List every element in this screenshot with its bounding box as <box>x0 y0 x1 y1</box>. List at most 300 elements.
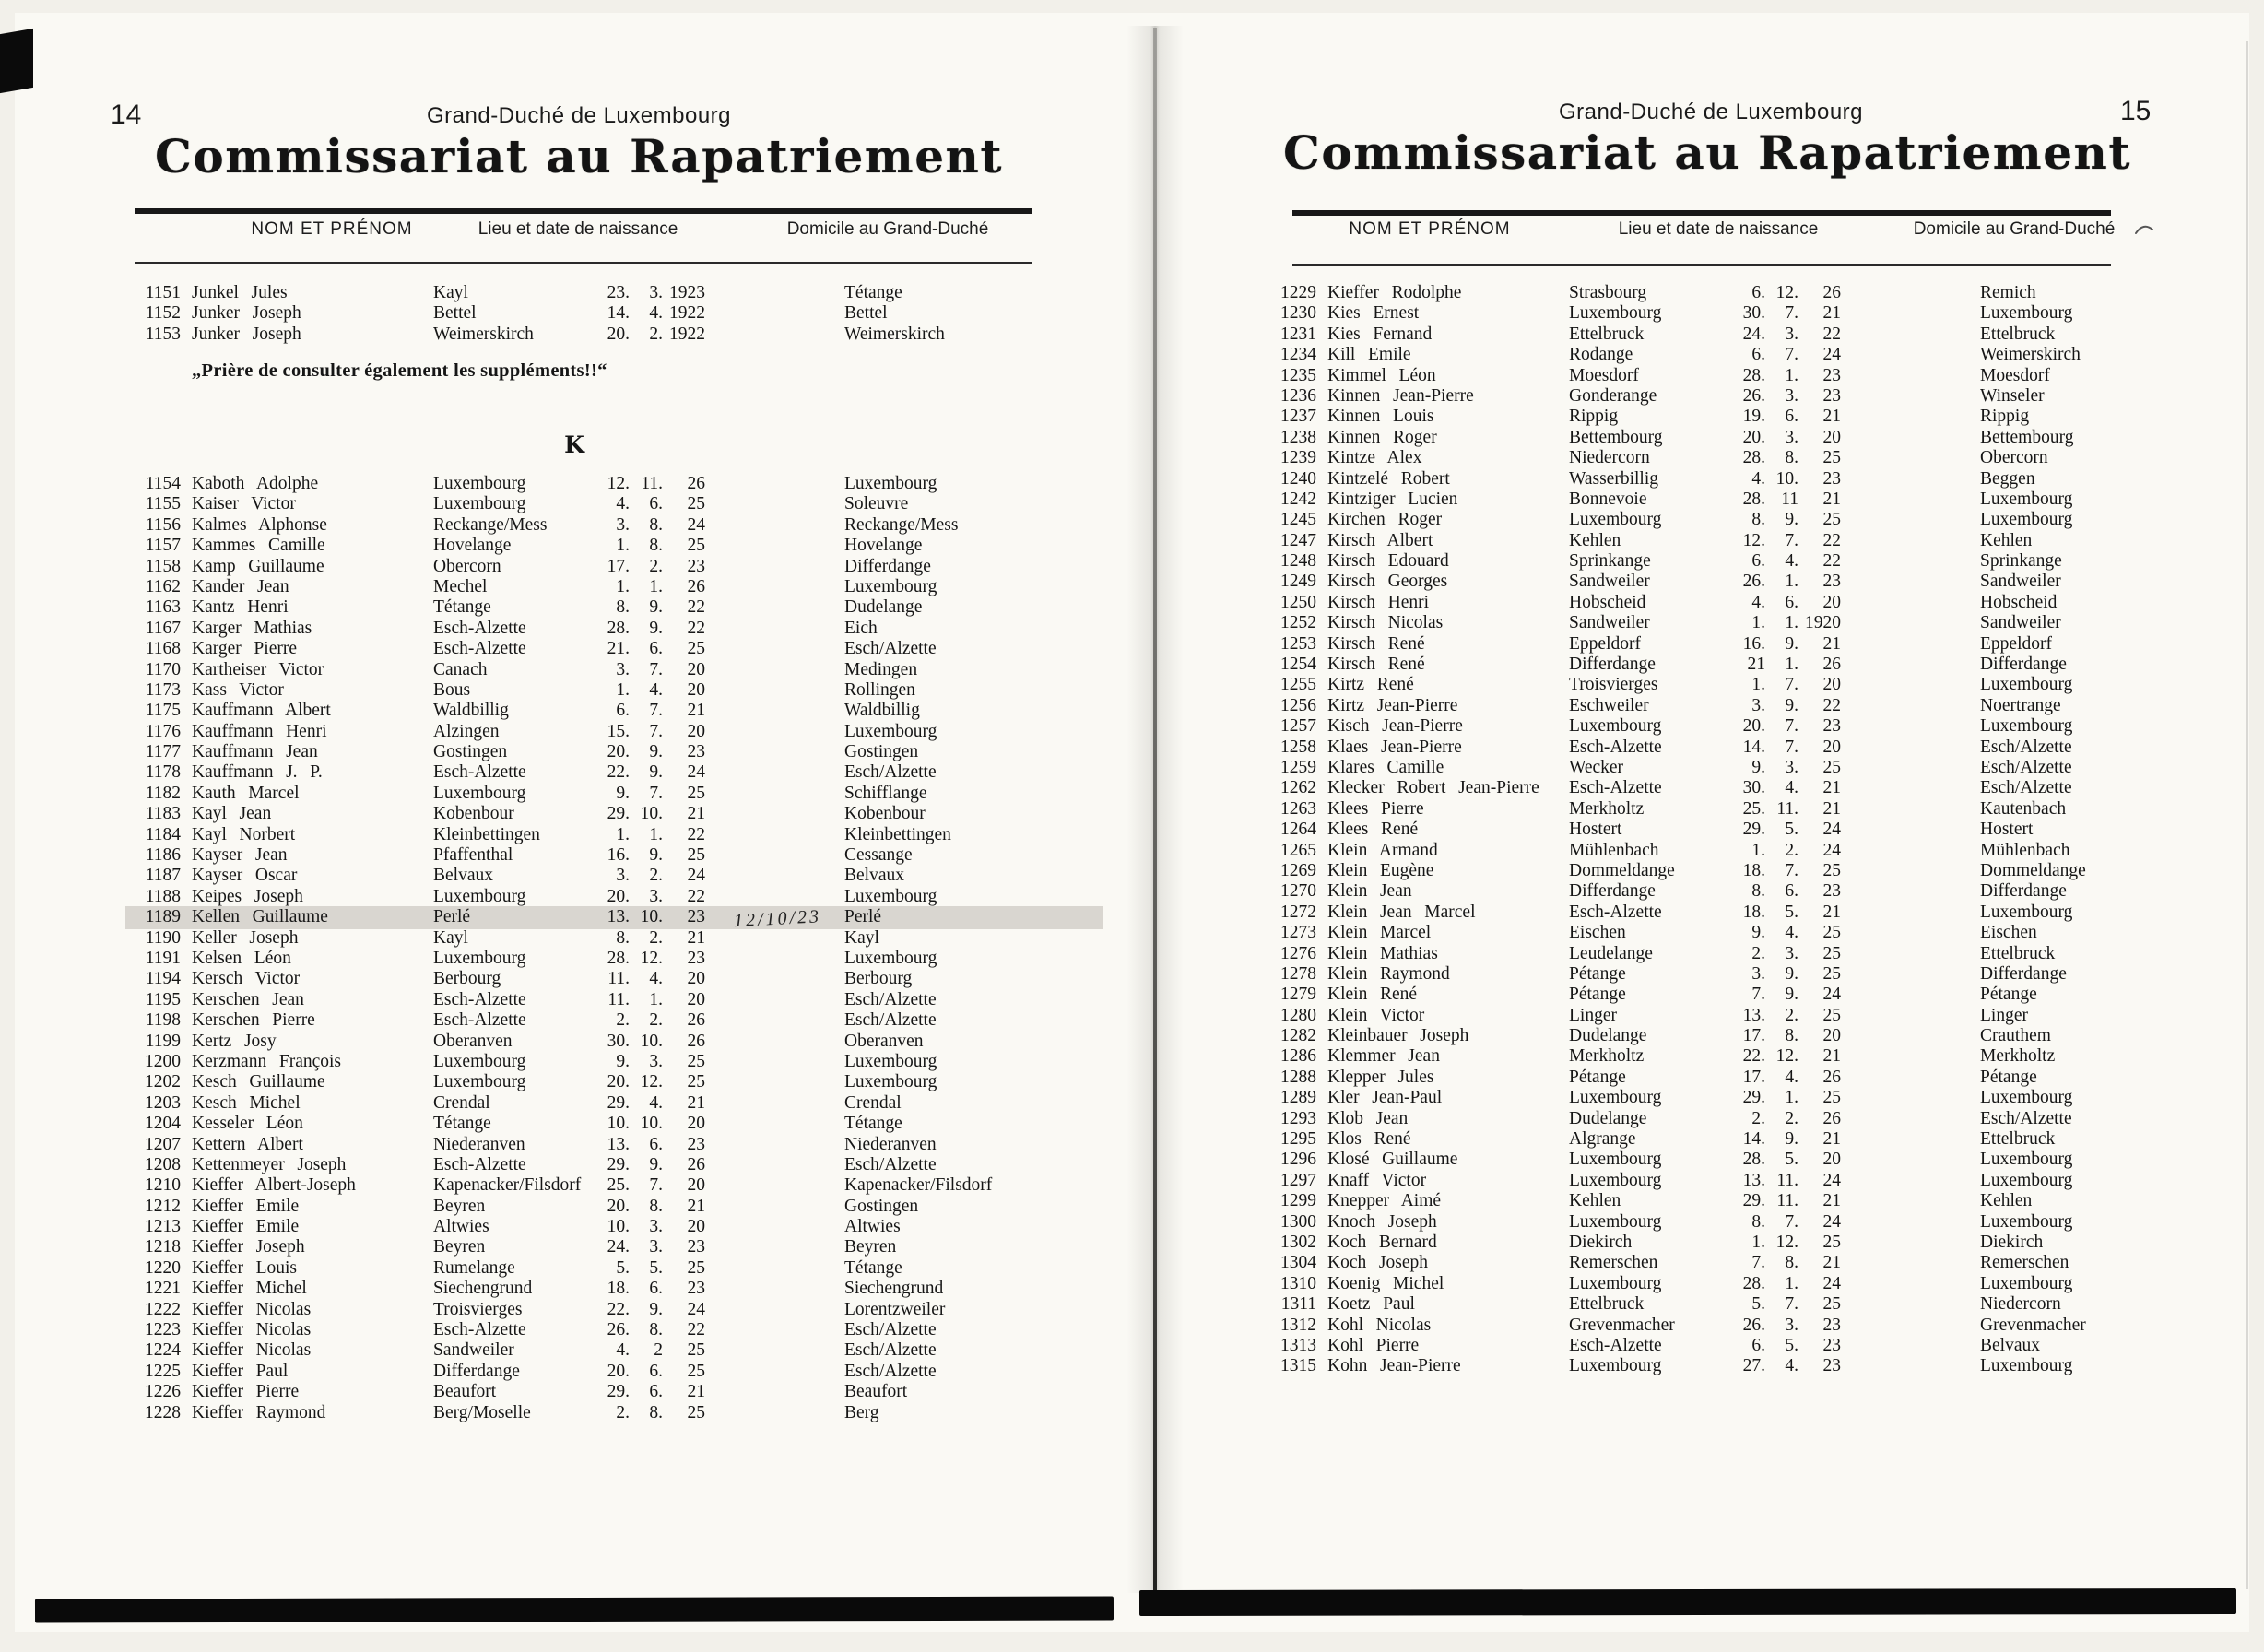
row-birthplace: Berbourg <box>433 969 501 989</box>
row-domicile: Eppeldorf <box>1980 633 2052 654</box>
row-number: 1254 <box>1280 655 1316 675</box>
row-birthdate: 29. 11. 21 <box>1742 1191 1841 1211</box>
row-name: Klein Jean Marcel <box>1327 902 1476 922</box>
row-birthdate: 1. 1. 22 <box>616 824 705 844</box>
row-birthdate: 3. 9. 22 <box>1751 695 1841 715</box>
row-birthdate: 6. 4. 22 <box>1751 551 1841 572</box>
row-birthdate: 5. 7. 25 <box>1751 1294 1841 1315</box>
left-header-rule-bottom <box>135 262 1032 264</box>
row-birthdate: 22. 9. 24 <box>607 762 705 783</box>
row-name: Kies Ernest <box>1327 303 1420 324</box>
table-row <box>1261 903 2220 923</box>
left-column-header-domicile: Domicile au Grand-Duché <box>786 219 989 239</box>
row-name: Kieffer Albert-Joseph <box>192 1175 356 1196</box>
row-birthplace: Alzingen <box>433 721 500 741</box>
row-domicile: Tétange <box>844 1257 902 1278</box>
row-birthplace: Oberanven <box>433 1031 513 1051</box>
row-name: Kauth Marcel <box>192 783 300 803</box>
table-row <box>1261 881 2220 902</box>
row-birthdate: 3. 2. 24 <box>616 866 705 886</box>
row-domicile: Rippig <box>1980 407 2030 427</box>
row-domicile: Bettel <box>844 303 888 324</box>
row-birthdate: 8. 9. 25 <box>1751 510 1841 530</box>
row-domicile: Luxembourg <box>1980 902 2073 922</box>
row-number: 1280 <box>1280 1005 1316 1025</box>
row-birthplace: Luxembourg <box>433 474 526 493</box>
row-name: Klepper Jules <box>1327 1067 1434 1087</box>
row-domicile: Ettelbruck <box>1980 943 2056 963</box>
table-row <box>125 1010 1103 1031</box>
row-birthdate: 21. 6. 25 <box>607 639 705 659</box>
row-number: 1257 <box>1280 716 1316 737</box>
row-birthdate: 6. 5. 23 <box>1751 1335 1841 1355</box>
table-row <box>125 1258 1103 1279</box>
row-number: 1256 <box>1280 695 1316 715</box>
row-birthdate: 1. 12. 25 <box>1751 1232 1841 1252</box>
row-domicile: Esch/Alzette <box>844 639 937 659</box>
row-birthdate: 25. 7. 20 <box>607 1175 705 1196</box>
table-row <box>125 887 1103 907</box>
row-domicile: Differdange <box>1980 963 2067 984</box>
table-row <box>125 1217 1103 1237</box>
row-name: Kieffer Nicolas <box>192 1299 312 1319</box>
left-table-k-rows <box>125 474 1103 1423</box>
row-number: 1230 <box>1280 303 1316 324</box>
row-name: Koetz Paul <box>1327 1294 1415 1315</box>
row-domicile: Luxembourg <box>1980 1356 2073 1376</box>
row-birthplace: Pétange <box>1569 985 1626 1005</box>
table-row <box>125 1382 1103 1402</box>
table-row <box>1261 758 2220 778</box>
row-number: 1248 <box>1280 551 1316 572</box>
row-number: 1210 <box>145 1175 181 1196</box>
table-row <box>1261 1129 2220 1150</box>
table-row <box>125 303 1103 324</box>
row-name: Kirsch Georges <box>1327 572 1448 592</box>
row-number: 1311 <box>1280 1294 1316 1315</box>
row-birthplace: Pfaffenthal <box>433 845 513 866</box>
row-name: Kayser Jean <box>192 845 288 866</box>
row-birthplace: Bettel <box>433 303 477 324</box>
row-birthdate: 20. 2. 1922 <box>607 324 705 344</box>
row-name: Kohl Pierre <box>1327 1335 1420 1355</box>
row-name: Junker Joseph <box>192 324 301 344</box>
row-name: Kalmes Alphonse <box>192 514 327 535</box>
row-birthplace: Linger <box>1569 1005 1617 1025</box>
row-birthdate: 16. 9. 25 <box>607 845 705 866</box>
row-name: Kesseler Léon <box>192 1114 303 1134</box>
row-domicile: Kapenacker/Filsdorf <box>844 1175 993 1196</box>
row-birthplace: Remerschen <box>1569 1253 1658 1273</box>
row-name: Kertz Josy <box>192 1031 277 1051</box>
table-row <box>1261 613 2220 633</box>
row-domicile: Moesdorf <box>1980 365 2050 385</box>
row-number: 1200 <box>145 1051 181 1071</box>
row-number: 1198 <box>145 1010 181 1031</box>
row-number: 1313 <box>1280 1335 1316 1355</box>
row-birthdate: 20. 3. 20 <box>1742 427 1841 447</box>
row-birthplace: Algrange <box>1569 1129 1636 1150</box>
row-birthplace: Reckange/Mess <box>433 514 548 535</box>
row-domicile: Sprinkange <box>1980 551 2062 572</box>
row-name: Klein René <box>1327 985 1418 1005</box>
row-birthdate: 8. 7. 24 <box>1751 1211 1841 1232</box>
row-name: Kirsch Nicolas <box>1327 613 1444 633</box>
row-birthplace: Esch-Alzette <box>1569 1335 1662 1355</box>
row-number: 1212 <box>145 1196 181 1216</box>
table-row <box>125 1237 1103 1257</box>
table-row <box>125 1340 1103 1361</box>
row-domicile: Pétange <box>1980 1067 2037 1087</box>
row-number: 1152 <box>145 303 181 324</box>
row-birthplace: Moesdorf <box>1569 365 1639 385</box>
row-birthdate: 20. 6. 25 <box>607 1361 705 1381</box>
left-column-header-name: NOM ET PRÉNOM <box>251 219 413 239</box>
row-birthplace: Sandweiler <box>433 1340 514 1361</box>
table-row <box>1261 1356 2220 1376</box>
row-birthplace: Eppeldorf <box>1569 633 1641 654</box>
table-row <box>1261 303 2220 324</box>
table-row <box>1261 923 2220 943</box>
row-number: 1249 <box>1280 572 1316 592</box>
row-number: 1158 <box>145 556 181 576</box>
row-name: Klecker Robert Jean-Pierre <box>1327 778 1539 798</box>
row-birthdate: 17. 8. 20 <box>1742 1026 1841 1046</box>
row-domicile: Berg <box>844 1402 879 1422</box>
row-number: 1178 <box>145 762 181 783</box>
row-name: Knepper Aimé <box>1327 1191 1442 1211</box>
left-page-number: 14 <box>111 100 142 130</box>
supplements-notice: „Prière de consulter également les suppléments!!“ <box>192 360 607 381</box>
row-birthplace: Kayl <box>433 283 468 302</box>
row-domicile: Crendal <box>844 1092 902 1113</box>
row-name: Kieffer Rodolphe <box>1327 283 1462 302</box>
table-row <box>125 1362 1103 1382</box>
table-row <box>125 597 1103 618</box>
row-birthdate: 28. 5. 20 <box>1742 1150 1841 1170</box>
row-birthplace: Esch-Alzette <box>1569 778 1662 798</box>
right-column-header-domicile: Domicile au Grand-Duché <box>1913 219 2116 239</box>
row-name: Kirsch Albert <box>1327 530 1433 550</box>
row-number: 1167 <box>145 618 181 638</box>
handwritten-annotation: 12/10/23 <box>733 906 822 932</box>
row-birthplace: Leudelange <box>1569 943 1653 963</box>
row-domicile: Perlé <box>844 907 882 927</box>
row-name: Junkel Jules <box>192 283 288 302</box>
row-domicile: Esch/Alzette <box>844 762 937 783</box>
row-number: 1155 <box>145 494 181 514</box>
row-birthplace: Luxembourg <box>1569 1170 1662 1190</box>
row-name: Kieffer Emile <box>192 1217 300 1237</box>
table-row <box>1261 324 2220 345</box>
row-number: 1156 <box>145 514 181 535</box>
row-name: Kerschen Pierre <box>192 1010 315 1031</box>
row-birthdate: 29. 6. 21 <box>607 1382 705 1402</box>
row-birthdate: 2. 2. 26 <box>616 1010 705 1031</box>
row-name: Kill Emile <box>1327 345 1411 365</box>
row-birthplace: Gonderange <box>1569 385 1657 406</box>
row-birthplace: Waldbillig <box>433 701 509 721</box>
table-row <box>1261 1336 2220 1356</box>
row-birthplace: Tétange <box>433 1114 491 1134</box>
row-name: Kieffer Louis <box>192 1257 298 1278</box>
row-birthdate: 3. 7. 20 <box>616 659 705 679</box>
row-birthplace: Luxembourg <box>1569 1356 1662 1376</box>
row-name: Kieffer Joseph <box>192 1237 305 1257</box>
row-domicile: Diekirch <box>1980 1232 2044 1252</box>
row-birthplace: Weimerskirch <box>433 324 534 344</box>
row-birthplace: Tétange <box>433 597 491 618</box>
row-number: 1237 <box>1280 407 1316 427</box>
row-name: Kauffmann Jean <box>192 742 318 762</box>
row-birthdate: 10. 3. 20 <box>607 1217 705 1237</box>
row-birthplace: Luxembourg <box>433 886 526 906</box>
table-row <box>125 577 1103 597</box>
row-number: 1153 <box>145 324 181 344</box>
row-number: 1239 <box>1280 448 1316 468</box>
row-name: Klares Camille <box>1327 757 1444 777</box>
row-domicile: Differdange <box>1980 881 2067 902</box>
row-name: Kelsen Léon <box>192 948 291 968</box>
row-name: Klein Mathias <box>1327 943 1438 963</box>
row-number: 1204 <box>145 1114 181 1134</box>
row-birthplace: Eschweiler <box>1569 695 1649 715</box>
row-domicile: Gostingen <box>844 742 919 762</box>
row-number: 1173 <box>145 679 181 700</box>
row-number: 1199 <box>145 1031 181 1051</box>
row-number: 1312 <box>1280 1315 1316 1335</box>
table-row <box>125 742 1103 762</box>
row-domicile: Kobenbour <box>844 804 926 824</box>
row-name: Kamp Guillaume <box>192 556 324 576</box>
row-birthplace: Merkholtz <box>1569 1046 1645 1067</box>
row-birthdate: 28. 8. 25 <box>1742 448 1841 468</box>
row-name: Klob Jean <box>1327 1108 1409 1128</box>
table-row <box>1261 820 2220 840</box>
row-number: 1225 <box>145 1361 181 1381</box>
right-page-number: 15 <box>2120 96 2152 126</box>
table-row <box>1261 1006 2220 1026</box>
row-birthplace: Esch-Alzette <box>433 1154 526 1174</box>
row-birthplace: Rumelange <box>433 1257 515 1278</box>
row-birthdate: 20. 7. 23 <box>1742 716 1841 737</box>
row-birthplace: Siechengrund <box>433 1279 533 1299</box>
row-name: Klein Raymond <box>1327 963 1450 984</box>
row-number: 1235 <box>1280 365 1316 385</box>
row-birthdate: 20. 9. 23 <box>607 742 705 762</box>
table-row <box>1261 1191 2220 1211</box>
row-birthdate: 20. 8. 21 <box>607 1196 705 1216</box>
row-domicile: Esch/Alzette <box>1980 757 2072 777</box>
row-birthdate: 24. 3. 22 <box>1742 324 1841 344</box>
row-birthdate: 20. 3. 22 <box>607 886 705 906</box>
row-birthdate: 23. 3. 1923 <box>607 283 705 302</box>
row-domicile: Merkholtz <box>1980 1046 2056 1067</box>
table-row <box>1261 531 2220 551</box>
row-number: 1226 <box>145 1382 181 1402</box>
row-birthplace: Esch-Alzette <box>433 1320 526 1340</box>
row-domicile: Weimerskirch <box>844 324 945 344</box>
row-birthdate: 17. 4. 26 <box>1742 1067 1841 1087</box>
row-birthdate: 30. 4. 21 <box>1742 778 1841 798</box>
row-birthplace: Obercorn <box>433 556 501 576</box>
table-row <box>1261 944 2220 964</box>
row-birthdate: 16. 9. 21 <box>1742 633 1841 654</box>
row-domicile: Reckange/Mess <box>844 514 959 535</box>
row-domicile: Luxembourg <box>1980 716 2073 737</box>
row-domicile: Eischen <box>1980 923 2037 943</box>
row-number: 1304 <box>1280 1253 1316 1273</box>
table-row <box>1261 1233 2220 1253</box>
row-birthplace: Kleinbettingen <box>433 824 540 844</box>
row-name: Kellen Guillaume <box>192 907 328 927</box>
row-birthdate: 4. 10. 23 <box>1751 468 1841 489</box>
row-name: Kauffmann Albert <box>192 701 331 721</box>
row-domicile: Kayl <box>844 927 879 948</box>
row-domicile: Ettelbruck <box>1980 1129 2056 1150</box>
table-row <box>1261 593 2220 613</box>
row-name: Kintziger Lucien <box>1327 489 1458 509</box>
row-domicile: Weimerskirch <box>1980 345 2081 365</box>
row-birthplace: Esch-Alzette <box>433 618 526 638</box>
row-name: Kesch Guillaume <box>192 1072 325 1092</box>
row-domicile: Luxembourg <box>844 474 937 493</box>
row-birthdate: 30. 7. 21 <box>1742 303 1841 324</box>
table-row <box>125 619 1103 639</box>
table-row <box>125 494 1103 514</box>
row-name: Kayser Oscar <box>192 866 298 886</box>
row-name: Klos René <box>1327 1129 1411 1150</box>
row-number: 1234 <box>1280 345 1316 365</box>
row-birthplace: Mühlenbach <box>1569 840 1659 860</box>
row-birthplace: Berg/Moselle <box>433 1402 531 1422</box>
row-birthplace: Troisvierges <box>433 1299 523 1319</box>
row-number: 1262 <box>1280 778 1316 798</box>
table-row <box>1261 1150 2220 1170</box>
row-number: 1250 <box>1280 592 1316 612</box>
table-row <box>1261 1026 2220 1046</box>
row-domicile: Esch/Alzette <box>1980 737 2072 757</box>
row-number: 1186 <box>145 845 181 866</box>
row-name: Kayl Norbert <box>192 824 296 844</box>
row-number: 1182 <box>145 783 181 803</box>
row-name: Kerschen Jean <box>192 989 304 1009</box>
row-domicile: Pétange <box>1980 985 2037 1005</box>
row-name: Koch Joseph <box>1327 1253 1428 1273</box>
row-birthplace: Dommeldange <box>1569 860 1675 880</box>
row-birthplace: Dudelange <box>1569 1026 1647 1046</box>
row-number: 1190 <box>145 927 181 948</box>
row-domicile: Luxembourg <box>1980 489 2073 509</box>
row-birthplace: Esch-Alzette <box>1569 737 1662 757</box>
row-number: 1183 <box>145 804 181 824</box>
row-domicile: Niederanven <box>844 1134 937 1154</box>
row-birthdate: 2. 2. 26 <box>1751 1108 1841 1128</box>
row-name: Kirsch René <box>1327 655 1425 675</box>
row-name: Kirtz Jean-Pierre <box>1327 695 1458 715</box>
row-number: 1296 <box>1280 1150 1316 1170</box>
row-birthdate: 29. 1. 25 <box>1742 1088 1841 1108</box>
row-birthdate: 5. 5. 25 <box>616 1257 705 1278</box>
row-name: Karger Pierre <box>192 639 297 659</box>
row-birthplace: Dudelange <box>1569 1108 1647 1128</box>
table-row <box>1261 345 2220 365</box>
table-row <box>1261 634 2220 655</box>
table-row <box>125 722 1103 742</box>
row-domicile: Mühlenbach <box>1980 840 2070 860</box>
row-domicile: Remerschen <box>1980 1253 2069 1273</box>
row-birthplace: Belvaux <box>433 866 493 886</box>
row-birthdate: 1. 1. 1920 <box>1751 613 1841 633</box>
table-row <box>125 1032 1103 1052</box>
row-birthdate: 13. 10. 23 <box>607 907 705 927</box>
row-birthplace: Bettembourg <box>1569 427 1663 447</box>
table-row <box>125 701 1103 721</box>
row-number: 1247 <box>1280 530 1316 550</box>
row-birthplace: Sandweiler <box>1569 613 1650 633</box>
row-birthdate: 7. 9. 24 <box>1751 985 1841 1005</box>
table-row <box>1261 1109 2220 1129</box>
row-birthplace: Beaufort <box>433 1382 497 1402</box>
table-row <box>125 949 1103 969</box>
row-domicile: Bettembourg <box>1980 427 2074 447</box>
row-domicile: Eich <box>844 618 878 638</box>
row-domicile: Beaufort <box>844 1382 908 1402</box>
row-birthdate: 22. 12. 21 <box>1742 1046 1841 1067</box>
row-name: Kisch Jean-Pierre <box>1327 716 1463 737</box>
row-name: Koch Bernard <box>1327 1232 1437 1252</box>
row-domicile: Crauthem <box>1980 1026 2051 1046</box>
row-domicile: Luxembourg <box>1980 1273 2073 1293</box>
table-row <box>1261 510 2220 530</box>
row-name: Junker Joseph <box>192 303 301 324</box>
row-name: Kirsch René <box>1327 633 1425 654</box>
scan-corner-mark <box>0 29 33 93</box>
row-birthplace: Esch-Alzette <box>433 989 526 1009</box>
left-header-rule-top <box>135 208 1032 214</box>
row-domicile: Oberanven <box>844 1031 924 1051</box>
table-row <box>125 928 1103 949</box>
row-number: 1293 <box>1280 1108 1316 1128</box>
row-birthplace: Luxembourg <box>433 494 526 514</box>
row-domicile: Altwies <box>844 1217 901 1237</box>
row-domicile: Obercorn <box>1980 448 2048 468</box>
row-birthplace: Sprinkange <box>1569 551 1651 572</box>
row-birthplace: Luxembourg <box>1569 303 1662 324</box>
row-birthplace: Pétange <box>1569 1067 1626 1087</box>
row-birthdate: 29. 5. 24 <box>1742 820 1841 840</box>
table-row <box>1261 675 2220 695</box>
row-name: Kieffer Emile <box>192 1196 300 1216</box>
row-name: Kieffer Nicolas <box>192 1340 312 1361</box>
row-birthdate: 8. 6. 23 <box>1751 881 1841 902</box>
row-name: Kleinbauer Joseph <box>1327 1026 1469 1046</box>
table-row <box>1261 428 2220 448</box>
row-birthplace: Kapenacker/Filsdorf <box>433 1175 582 1196</box>
row-name: Kintze Alex <box>1327 448 1422 468</box>
row-number: 1270 <box>1280 881 1316 902</box>
row-name: Kauffmann Henri <box>192 721 327 741</box>
row-number: 1240 <box>1280 468 1316 489</box>
row-number: 1202 <box>145 1072 181 1092</box>
row-name: Kieffer Raymond <box>192 1402 326 1422</box>
row-number: 1315 <box>1280 1356 1316 1376</box>
table-row <box>125 1300 1103 1320</box>
row-birthdate: 18. 5. 21 <box>1742 902 1841 922</box>
table-row <box>125 1072 1103 1092</box>
row-birthplace: Luxembourg <box>1569 1211 1662 1232</box>
row-number: 1221 <box>145 1279 181 1299</box>
